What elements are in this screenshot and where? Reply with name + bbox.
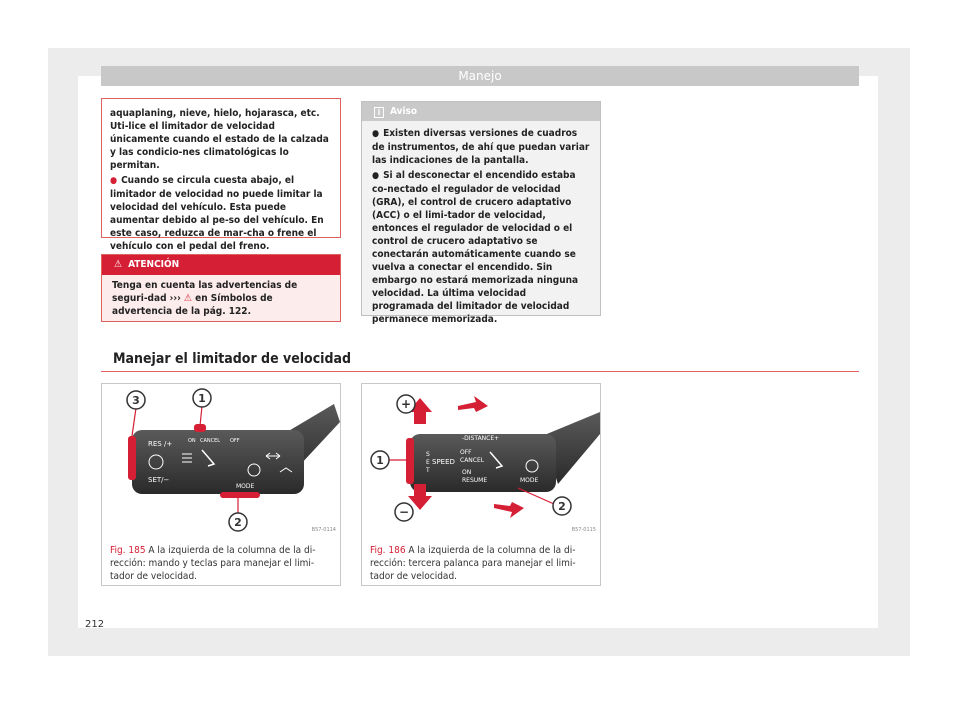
- warning-triangle-icon: ⚠: [114, 259, 123, 270]
- section-divider: [101, 371, 859, 372]
- note-text-2: Si al desconectar el encendido estaba co-nectado el regulador de velocidad (GRA), el control de crucero adaptativo (ACC) o el limi-tador de velocidad, entonces el regulador de velocidad o el control de crucero adaptativo se conectarán automáticamente cuando se vuelva a conectar el encendido. Sin embargo no estará memorizada ninguna velocidad. La última velocidad programada del limitador de velocidad permanece memorizada.: [372, 170, 579, 325]
- callout-1-label: 1: [376, 454, 384, 467]
- lever-text-mode: MODE: [236, 483, 255, 490]
- cross-ref-arrows[interactable]: ›››: [169, 293, 181, 304]
- lever-text-on: ON: [188, 438, 196, 444]
- lever-text-speed: SPEED: [432, 458, 455, 466]
- figure-caption-text: A la izquierda de la columna de la di-rección: tercera palanca para manejar el limi-tador de velocidad.: [370, 545, 576, 582]
- warning-text-b: en Símbolos de advertencia de la pág. 122.: [112, 293, 273, 317]
- running-header: Manejo: [101, 66, 859, 86]
- lever-text-on: ON: [462, 469, 472, 476]
- figure-185: [101, 383, 341, 586]
- figure-number: Fig. 185: [110, 545, 146, 556]
- lever-diagram-186: [362, 384, 600, 536]
- bullet-icon: ●: [110, 176, 118, 186]
- warning-triangle-icon: ⚠: [183, 293, 192, 304]
- callout-1-label: 1: [198, 392, 206, 405]
- note-title: Aviso: [390, 106, 418, 117]
- lever-text-cancel: CANCEL: [460, 457, 485, 464]
- warning-box: [101, 254, 341, 322]
- callout-3-label: 3: [132, 394, 140, 407]
- arrow-push-icon: [494, 502, 524, 518]
- figure-186: [361, 383, 601, 586]
- note-header: [362, 102, 600, 121]
- figure-caption-text: A la izquierda de la columna de la di-rección: mando y teclas para manejar el limi-tador de velocidad.: [110, 545, 316, 582]
- lever-text-distance: -DISTANCE+: [462, 435, 500, 442]
- page-number: 212: [85, 619, 105, 630]
- figure-caption: [110, 544, 334, 583]
- continued-item-2: [110, 174, 332, 253]
- figure-code: B57-0115: [571, 527, 596, 533]
- lever-text-off: OFF: [230, 438, 240, 444]
- bullet-icon: ●: [372, 129, 380, 139]
- note-item-2: [372, 169, 590, 326]
- section-title: Manejar el limitador de velocidad: [113, 351, 352, 367]
- arrow-pull-icon: [458, 396, 488, 412]
- warning-header: [102, 255, 340, 275]
- info-icon: i: [374, 107, 384, 118]
- bullet-icon: ●: [372, 171, 380, 181]
- note-text-1: Existen diversas versiones de cuadros de instrumentos, de ahí que puedan variar las indicaciones de la pantalla.: [372, 128, 590, 166]
- note-body: [362, 121, 600, 334]
- continued-text-2: Cuando se circula cuesta abajo, el limitador de velocidad no puede limitar la velocidad del vehículo. Esta puede aumentar debido al pe-so del vehículo. En este caso, reduzca de mar-cha o frene el vehículo con el pedal del freno.: [110, 175, 324, 252]
- callout-2-label: 2: [558, 500, 566, 513]
- lever-text-set: SET/−: [148, 476, 170, 484]
- warning-text-a: Tenga en cuenta las advertencias de seguri-dad: [112, 280, 298, 304]
- lever-text-res: RES /+: [148, 440, 173, 448]
- warning-title: ATENCIÓN: [128, 259, 180, 270]
- warning-body: [102, 275, 340, 322]
- lever-diagram-185: [102, 384, 340, 536]
- lever-text-cancel: CANCEL: [200, 438, 221, 444]
- figure-code: B57-0114: [311, 527, 336, 533]
- lever-text-off: OFF: [460, 449, 472, 456]
- note-item-1: [372, 127, 590, 167]
- figure-number: Fig. 186: [370, 545, 406, 556]
- continued-text-1: aquaplaning, nieve, hielo, hojarasca, etc. Uti-lice el limitador de velocidad únicamente cuando el estado de la calzada y las condicio-nes climatológicas lo permitan.: [110, 108, 329, 171]
- lever-text-e: E: [426, 459, 430, 466]
- lever-text-mode: MODE: [520, 477, 539, 484]
- res-set-rocker-red: [128, 436, 136, 480]
- lever-text-t: T: [426, 467, 430, 474]
- continued-warning-box: [101, 98, 341, 252]
- callout-plus-label: +: [400, 397, 412, 411]
- mode-button-red: [220, 492, 260, 498]
- lever-text-resume: RESUME: [462, 477, 488, 484]
- figure-caption: [370, 544, 594, 583]
- lever-text-s: S: [426, 451, 430, 458]
- note-box: [361, 101, 601, 325]
- lever-end-red: [406, 438, 414, 484]
- callout-2-label: 2: [234, 516, 242, 529]
- callout-minus-label: −: [398, 505, 410, 519]
